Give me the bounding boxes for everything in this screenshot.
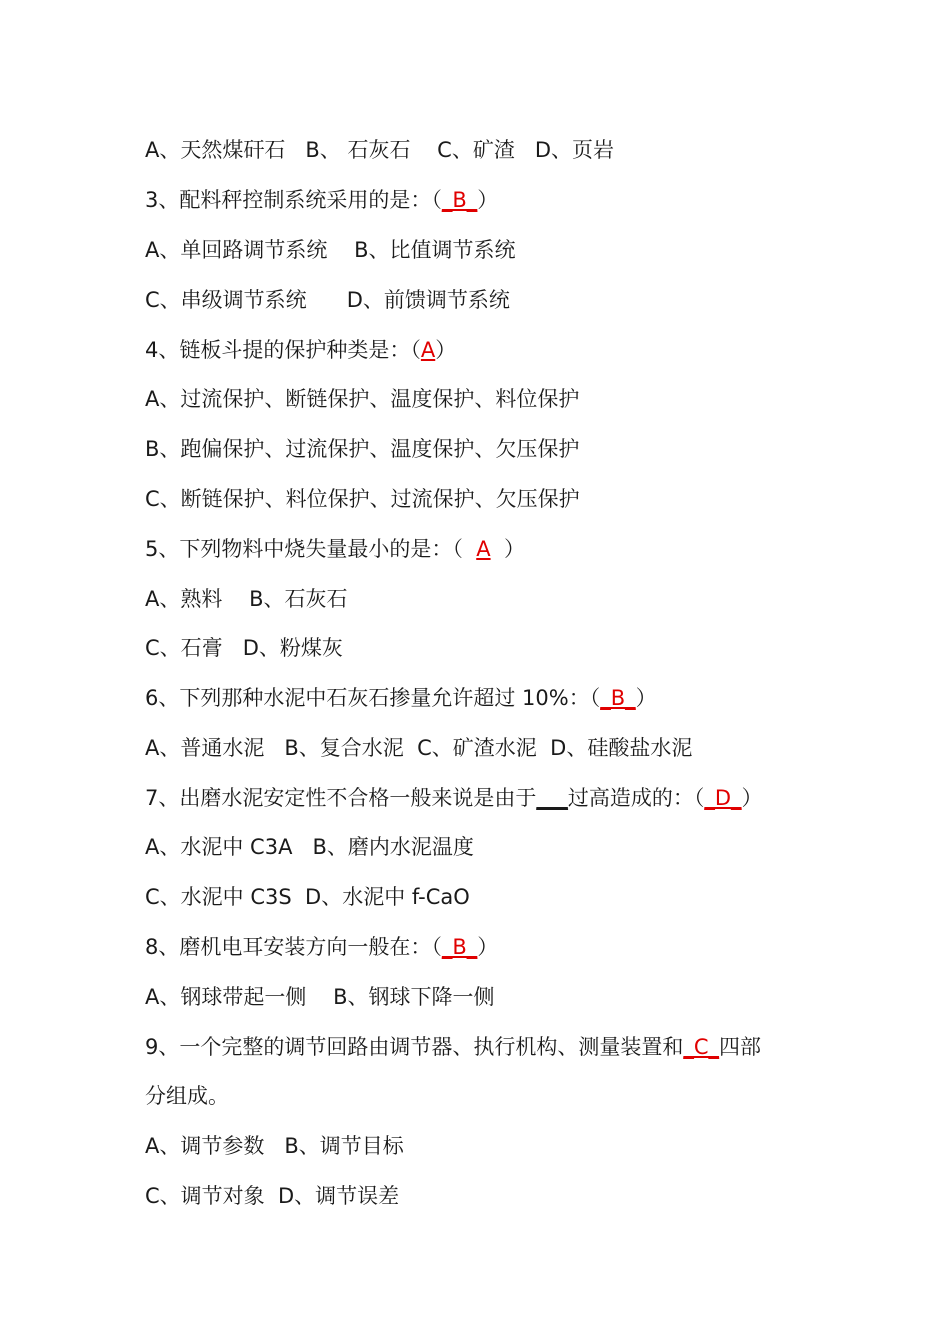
- question-close: ）: [477, 188, 499, 212]
- question-7: [145, 784, 763, 812]
- question-close: ）: [435, 338, 457, 362]
- question-3: [145, 186, 498, 214]
- answer-mark: A: [420, 338, 436, 362]
- question-close: ）: [741, 786, 763, 810]
- option-line: A、水泥中 C3A B、磨内水泥温度: [145, 835, 474, 859]
- answer-mark: _B_: [600, 686, 636, 710]
- option-line: A、普通水泥 B、复合水泥 C、矿渣水泥 D、硅酸盐水泥: [145, 736, 693, 760]
- option-line: C、水泥中 C3S D、水泥中 f-CaO: [145, 885, 470, 909]
- option-line: A、熟料 B、石灰石: [145, 587, 348, 611]
- question-4: [145, 336, 456, 364]
- question-text: 8、磨机电耳安装方向一般在：（: [145, 935, 442, 959]
- answer-mark: _C_: [683, 1035, 720, 1059]
- option-line: A、钢球带起一侧 B、钢球下降一侧: [145, 985, 495, 1009]
- question-8: [145, 933, 498, 961]
- answer-mark: _D_: [704, 786, 742, 810]
- option-line: B、跑偏保护、过流保护、温度保护、欠压保护: [145, 437, 580, 461]
- option-line: C、调节对象 D、调节误差: [145, 1184, 400, 1208]
- option-line: C、串级调节系统 D、前馈调节系统: [145, 288, 510, 312]
- question-text: 4、链板斗提的保护种类是：（: [145, 338, 421, 362]
- option-line: A、调节参数 B、调节目标: [145, 1134, 404, 1158]
- question-text: 3、配料秤控制系统采用的是：（: [145, 188, 442, 212]
- question-close: ）: [635, 686, 657, 710]
- question-close: ）: [477, 935, 499, 959]
- question-9-continuation: 分组成。: [145, 1084, 229, 1108]
- answer-mark: _B_: [441, 935, 478, 959]
- answer-mark: _B_: [441, 188, 478, 212]
- question-text-cont: 四部: [719, 1035, 762, 1059]
- option-line: A、过流保护、断链保护、温度保护、料位保护: [145, 387, 580, 411]
- question-text: 5、下列物料中烧失量最小的是：（: [145, 537, 477, 561]
- question-text: 9、一个完整的调节回路由调节器、执行机构、测量装置和: [145, 1035, 684, 1059]
- question-9: [145, 1033, 761, 1061]
- question-text: 7、出磨水泥安定性不合格一般来说是由于: [145, 786, 537, 810]
- option-line: A、天然煤矸石 B、 石灰石 C、矿渣 D、页岩: [145, 138, 615, 162]
- question-text-cont: 过高造成的：（: [567, 786, 705, 810]
- question-text: 6、下列那种水泥中石灰石掺量允许超过 10%：（: [145, 686, 601, 710]
- option-line: A、单回路调节系统 B、比值调节系统: [145, 238, 516, 262]
- answer-mark: A: [476, 537, 491, 561]
- option-line: C、断链保护、料位保护、过流保护、欠压保护: [145, 487, 580, 511]
- question-6: [145, 684, 657, 712]
- question-close: ）: [490, 537, 525, 561]
- fill-blank: ___: [536, 786, 568, 810]
- option-line: C、石膏 D、粉煤灰: [145, 636, 343, 660]
- question-5: [145, 535, 525, 563]
